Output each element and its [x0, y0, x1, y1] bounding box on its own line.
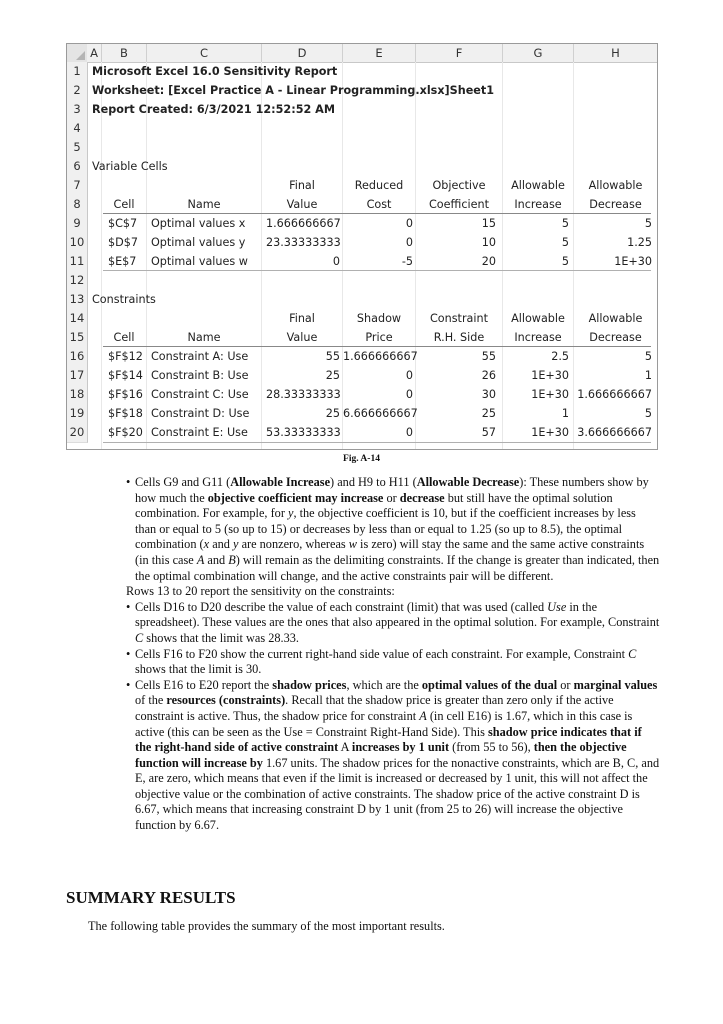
- final-value: 28.33333333: [266, 388, 341, 401]
- column-header-f: F: [416, 44, 503, 63]
- cell-ref: $F$20: [108, 426, 143, 439]
- col-header: Name: [187, 198, 221, 211]
- row-header: 8: [67, 195, 88, 215]
- allowable-decrease: 5: [644, 350, 652, 363]
- cell-ref: $F$16: [108, 388, 143, 401]
- objective-coefficient: 15: [481, 217, 496, 230]
- final-value: 53.33333333: [266, 426, 341, 439]
- reduced-cost: 0: [405, 217, 413, 230]
- column-header-e: E: [343, 44, 416, 63]
- allowable-increase: 5: [561, 236, 569, 249]
- shadow-price: 0: [405, 426, 413, 439]
- cell-name: Constraint E: Use: [151, 426, 248, 439]
- col-header: Coefficient: [429, 198, 489, 211]
- row-header: 7: [67, 176, 88, 196]
- column-header-c: C: [147, 44, 262, 63]
- cell-name: Constraint C: Use: [151, 388, 249, 401]
- row-header: 1: [67, 62, 88, 82]
- shadow-price: 0: [405, 369, 413, 382]
- column-header-a: A: [87, 44, 102, 63]
- col-header: Final: [289, 312, 315, 325]
- row-header: 6: [67, 157, 88, 177]
- final-value: 23.33333333: [266, 236, 341, 249]
- final-value: 0: [332, 255, 340, 268]
- row-header: 16: [67, 347, 88, 367]
- row-header: 13: [67, 290, 88, 310]
- reduced-cost: -5: [401, 255, 413, 268]
- row-header: 14: [67, 309, 88, 329]
- allowable-increase: 1E+30: [531, 388, 569, 401]
- cell-ref: $C$7: [108, 217, 138, 230]
- shadow-price: 1.666666667: [343, 350, 418, 363]
- final-value: 25: [325, 369, 340, 382]
- cell-name: Optimal values y: [151, 236, 246, 249]
- figure-caption: Fig. A-14: [343, 454, 380, 464]
- constraint-rhs: 25: [481, 407, 496, 420]
- rows-intro: Rows 13 to 20 report the sensitivity on the constraints:: [126, 584, 395, 599]
- col-header: Increase: [514, 198, 562, 211]
- allowable-increase: 1E+30: [531, 369, 569, 382]
- col-header: Allowable: [511, 312, 565, 325]
- column-header-h: H: [574, 44, 657, 63]
- final-value: 1.666666667: [266, 217, 341, 230]
- cell-name: Constraint B: Use: [151, 369, 249, 382]
- bullet-shadow-prices: • Cells E16 to E20 report the shadow prices, which are the optimal values of the dual or marginal values of the resources (constraints). Recall that the shadow price is greater than zero only if the active constraint is active. Thus, the shadow price for constraint A (in cell E16) is 1.67, which in this case is active (this can be seen as the Use = Constraint Right-Hand Side). This shadow price indicates that if the right-hand side of active constraint A increases by 1 unit (from 55 to 56), then the objective function will increase by 1.67 units. The shadow prices for the nonactive constraints, which are B, C, and E, are zero, which means that even if the limit is increased or decreased by 1 unit, this will not affect the objective value or the combination of active constraints. The shadow price of the active constraint D is 6.67, which means that increasing constraint D by 1 unit (from 25 to 26) will increase the objective function by 6.67.: [120, 678, 660, 834]
- col-header: Cell: [113, 331, 135, 344]
- col-header: Decrease: [589, 331, 642, 344]
- report-title: Microsoft Excel 16.0 Sensitivity Report: [92, 65, 338, 78]
- row-header: 19: [67, 404, 88, 424]
- column-header-g: G: [503, 44, 574, 63]
- row-header: 15: [67, 328, 88, 348]
- shadow-price: 0: [405, 388, 413, 401]
- section-heading: SUMMARY RESULTS: [66, 888, 236, 907]
- select-all-corner: [67, 44, 88, 63]
- row-header: 18: [67, 385, 88, 405]
- report-created: Report Created: 6/3/2021 12:52:52 AM: [92, 103, 335, 116]
- col-header: R.H. Side: [433, 331, 485, 344]
- col-header: Decrease: [589, 198, 642, 211]
- row-header: 3: [67, 100, 88, 120]
- cell-ref: $E$7: [108, 255, 137, 268]
- bullet-final-value: • Cells D16 to D20 describe the value of each constraint (limit) that was used (called Use in the spreadsheet). These values are the ones that also appeared in the optimal solution. For example, Constraint C shows that the limit was 28.33.: [120, 600, 660, 647]
- row-header: 5: [67, 138, 88, 158]
- allowable-decrease: 1.666666667: [577, 388, 652, 401]
- summary-intro: The following table provides the summary of the most important results.: [88, 919, 445, 933]
- allowable-increase: 5: [561, 217, 569, 230]
- worksheet-name: Worksheet: [Excel Practice A - Linear Programming.xlsx]Sheet1: [92, 84, 495, 97]
- col-header: Constraint: [429, 312, 488, 325]
- cell-name: Constraint D: Use: [151, 407, 250, 420]
- constraint-rhs: 55: [481, 350, 496, 363]
- col-header: Objective: [432, 179, 486, 192]
- shadow-price: 6.666666667: [343, 407, 418, 420]
- allowable-decrease: 1.25: [627, 236, 652, 249]
- cell-ref: $D$7: [108, 236, 138, 249]
- allowable-increase: 1E+30: [531, 426, 569, 439]
- constraints-heading: Constraints: [92, 293, 156, 306]
- allowable-decrease: 5: [644, 407, 652, 420]
- col-header: Allowable: [588, 179, 643, 192]
- reduced-cost: 0: [405, 236, 413, 249]
- cell-ref: $F$14: [108, 369, 143, 382]
- col-header: Name: [187, 331, 221, 344]
- col-header: Reduced: [354, 179, 404, 192]
- objective-coefficient: 20: [481, 255, 496, 268]
- allowable-decrease: 3.666666667: [577, 426, 652, 439]
- allowable-increase: 5: [561, 255, 569, 268]
- row-header: 4: [67, 119, 88, 139]
- row-header: 20: [67, 423, 88, 443]
- row-header: 10: [67, 233, 88, 253]
- column-header-d: D: [262, 44, 343, 63]
- bullet-allowable-changes: • Cells G9 and G11 (Allowable Increase) and H9 to H11 (Allowable Decrease): These numbers show by how much the objective coefficient may increase or decrease but still have the optimal solution combination. For example, for y, the objective coefficient is 10, but if the coefficient increases by less than or equal to 5 (so up to 15) or decreases by less than or equal to 1.25 (so up to 8.5), the optimal combination (x and y are nonzero, whereas w is zero) will stay the same and the same active constraints (in this case A and B) will remain as the delimiting constraints. If the change is greater than indicated, then the optimal combination will change, and the active constraints pair will be different.: [120, 475, 660, 584]
- column-header-b: B: [102, 44, 147, 63]
- objective-coefficient: 10: [481, 236, 496, 249]
- col-header: Allowable: [588, 312, 643, 325]
- cell-ref: $F$18: [108, 407, 143, 420]
- allowable-decrease: 5: [644, 217, 652, 230]
- col-header: Allowable: [511, 179, 565, 192]
- constraint-rhs: 30: [481, 388, 496, 401]
- row-header: 17: [67, 366, 88, 386]
- cell-name: Optimal values x: [151, 217, 246, 230]
- constraint-rhs: 26: [481, 369, 496, 382]
- col-header: Shadow: [356, 312, 402, 325]
- body-text: [120, 475, 660, 834]
- bullet-rhs: • Cells F16 to F20 show the current right-hand side value of each constraint. For example, Constraint C shows that the limit is 30.: [120, 647, 660, 678]
- row-header: 11: [67, 252, 88, 272]
- col-header: Cell: [113, 198, 135, 211]
- allowable-decrease: 1: [644, 369, 652, 382]
- variable-cells-heading: Variable Cells: [92, 160, 168, 173]
- col-header: Price: [365, 331, 393, 344]
- cell-name: Optimal values w: [151, 255, 248, 268]
- sensitivity-report-figure: [66, 43, 658, 450]
- final-value: 55: [325, 350, 340, 363]
- allowable-increase: 2.5: [551, 350, 569, 363]
- cell-name: Constraint A: Use: [151, 350, 249, 363]
- col-header: Cost: [366, 198, 392, 211]
- cell-ref: $F$12: [108, 350, 143, 363]
- col-header: Value: [286, 198, 318, 211]
- col-header: Final: [289, 179, 315, 192]
- row-header: 9: [67, 214, 88, 234]
- allowable-decrease: 1E+30: [614, 255, 652, 268]
- row-header: 2: [67, 81, 88, 101]
- row-header: 12: [67, 271, 88, 291]
- col-header: Value: [286, 331, 318, 344]
- allowable-increase: 1: [561, 407, 569, 420]
- col-header: Increase: [514, 331, 562, 344]
- constraint-rhs: 57: [481, 426, 496, 439]
- final-value: 25: [325, 407, 340, 420]
